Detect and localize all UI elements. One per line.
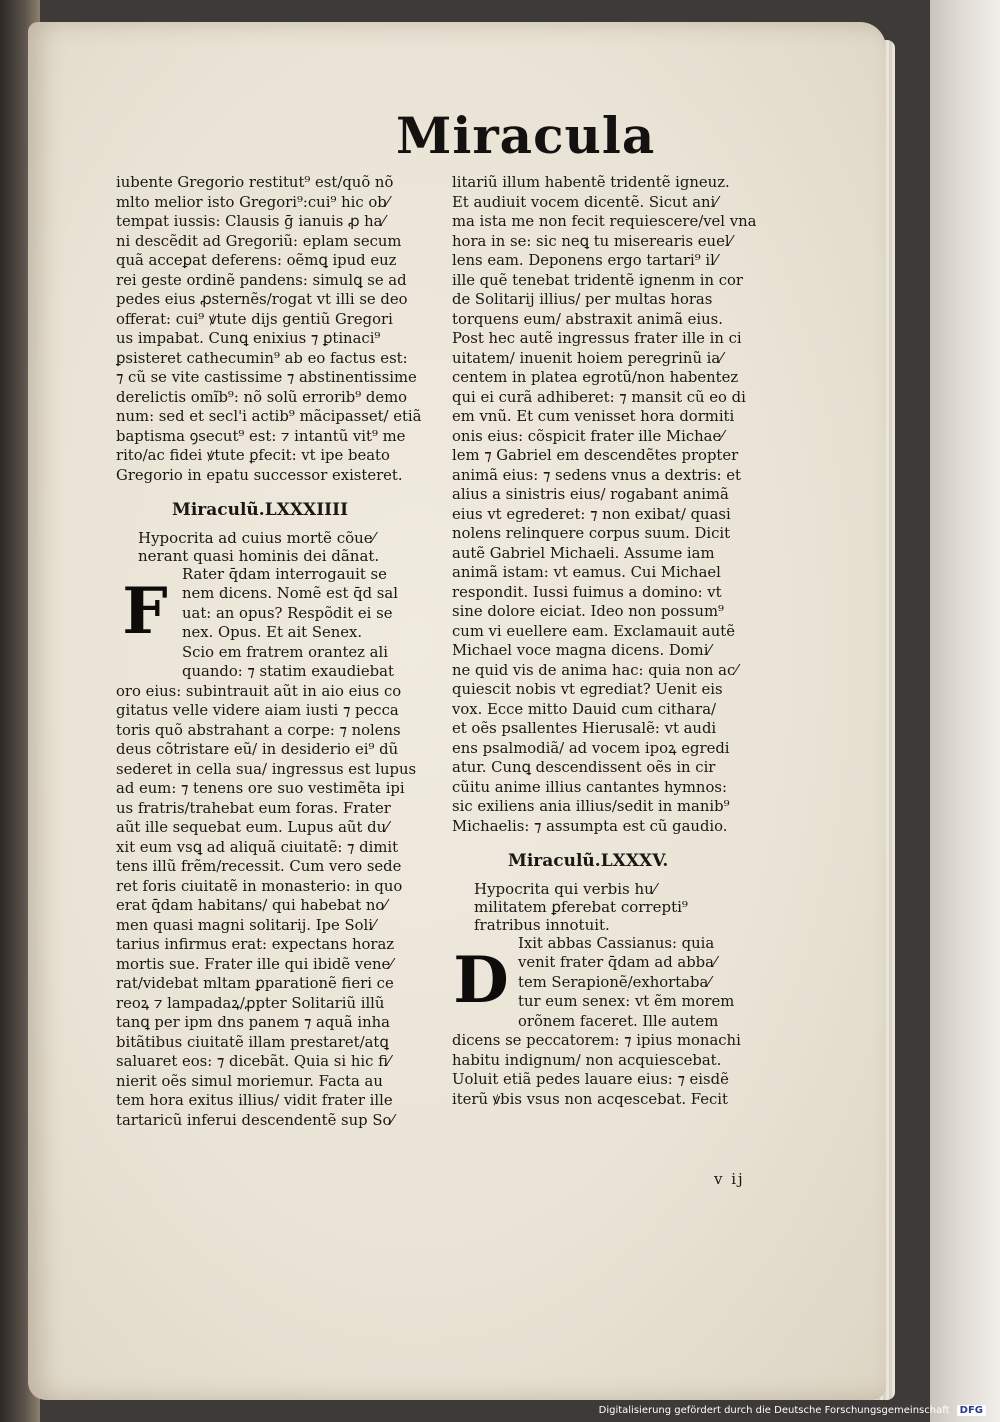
text-line: pedes eius ꝓsternẽs/rogat vt illi se deo — [116, 291, 408, 308]
text-line: saluaret eos: ⁊ dicebãt. Quia si hic fi⁄ — [116, 1053, 391, 1070]
text-line: uat: an opus? Respõdit ei se — [182, 604, 393, 622]
text-line: quã acceꝑat deferens: oẽmꝗ ipud euz — [116, 252, 397, 269]
text-line: ꝑsisteret cathecumin⁹ ab eo factus est: — [116, 349, 408, 367]
right-bottom-text — [452, 1031, 782, 1109]
text-line: uitatem/ inuenit hoiem peregrinũ ia⁄ — [452, 349, 723, 367]
text-line: rito/ac fidei ꝟtute ꝑfecit: vt ipe beato — [116, 447, 390, 464]
text-line: Uoluit etiã pedes lauare eius: ⁊ eisdẽ — [452, 1071, 729, 1088]
text-line: qui ei curã adhiberet: ⁊ mansit cũ eo di — [452, 388, 746, 406]
text-line: iterũ ꝟbis vsus non acqescebat. Fecit — [452, 1090, 728, 1108]
text-line: lens eam. Deponens ergo tartari⁹ il⁄ — [452, 252, 718, 269]
scanner-background — [930, 0, 1000, 1422]
text-line: litariũ illum habentẽ tridentẽ igneuz. — [452, 174, 730, 191]
text-line: ne quid vis de anima hac: quia non ac⁄ — [452, 661, 738, 679]
signature-mark: v ij — [714, 1170, 745, 1188]
left-bottom-text — [116, 682, 438, 1131]
text-line: atur. Cunꝗ descendissent oẽs in cir — [452, 759, 716, 776]
text-line: habitu indignum/ non acquiescebat. — [452, 1051, 722, 1069]
text-line: Post hec autẽ ingressus frater ille in ci — [452, 330, 742, 347]
text-line: xit eum vsꝗ ad aliquã ciuitatẽ: ⁊ dimit — [116, 838, 399, 856]
decorated-initial-letter: D — [453, 942, 509, 1018]
text-line: nex. Opus. Et ait Senex. — [182, 624, 363, 641]
text-line: Michaelis: ⁊ assumpta est cũ gaudio. — [452, 817, 728, 835]
digitization-credit — [599, 1405, 986, 1416]
text-line: aũt ille sequebat eum. Lupus aũt du⁄ — [116, 819, 389, 836]
text-line: erat q̄dam habitans/ qui habebat no⁄ — [116, 897, 387, 914]
text-line: tem Serapionẽ/exhortaba⁄ — [518, 973, 711, 991]
text-line: iubente Gregorio restitut⁹ est/quõ nõ — [116, 174, 394, 191]
text-line: rat/videbat mltam ꝑparationẽ fieri ce — [116, 975, 394, 992]
text-line: orõnem faceret. Ille autem — [518, 1012, 719, 1030]
text-line: onis eius: cõspicit frater ille Michae⁄ — [452, 427, 724, 445]
text-line: dicens se peccatorem: ⁊ ipius monachi — [452, 1032, 741, 1049]
section-heading-miraculum-85: Miraculũ.LXXXV. — [508, 851, 669, 871]
text-line: offerat: cui⁹ ꝟtute dijs gentiũ Gregori — [116, 310, 393, 328]
text-line: reoꝝ ⁊ lampadaꝝ/ꝓpter Solitariũ illũ — [116, 994, 385, 1012]
text-line: vox. Ecce mitto Dauid cum cithara/ — [452, 700, 716, 718]
text-line: venit frater q̄dam ad abba⁄ — [518, 954, 717, 971]
text-line: de Solitarij illius/ per multas horas — [452, 291, 713, 308]
section-summary-line: fratribus innotuit. — [474, 915, 610, 934]
text-line: nem dicens. Nomẽ est q̄d sal — [182, 585, 398, 602]
text-line: num: sed et secl'i actib⁹ mãcipasset/ etiã — [116, 408, 422, 425]
decorated-paragraph — [116, 565, 438, 682]
section-summary-line: militatem ꝑferebat correpti⁹ — [474, 897, 688, 916]
text-line: nierit oẽs simul moriemur. Facta au — [116, 1072, 383, 1090]
credit-text: Digitalisierung gefördert durch die Deutsche Forschungsgemeinschaft — [598, 1405, 950, 1416]
right-top-text — [452, 173, 782, 836]
text-line: ni descẽdit ad Gregoriũ: eplam secum — [116, 232, 402, 250]
section-summary-line: Hypocrita qui verbis hu⁄ — [474, 879, 657, 898]
text-line: torquens eum/ abstraxit animã eius. — [452, 310, 723, 328]
text-line: oro eius: subintrauit aũt in aio eius co — [116, 682, 402, 700]
text-line: Michael voce magna dicens. Domi⁄ — [452, 642, 711, 659]
decorated-initial-letter: F — [122, 573, 168, 649]
section-heading-miraculum-84: Miraculũ.LXXXIIII — [172, 500, 349, 520]
text-line: tartaricũ inferui descendentẽ sup So⁄ — [116, 1111, 394, 1129]
text-line: hora in se: sic neꝗ tu miserearis euel⁄ — [452, 232, 733, 250]
text-line: centem in platea egrotũ/non habentez — [452, 369, 739, 386]
decorated-paragraph — [452, 934, 782, 1032]
running-header-title: Miracula — [396, 106, 656, 165]
dfg-logo: DFG — [957, 1405, 986, 1416]
text-line: ⁊ cũ se vite castissime ⁊ abstinentissime — [116, 369, 417, 386]
text-line: quando: ⁊ statim exaudiebat — [182, 663, 394, 680]
text-line: us impabat. Cunꝗ enixius ⁊ ꝑtinaci⁹ — [116, 330, 381, 347]
text-line: tanꝗ per ipm dns panem ⁊ aquã inha — [116, 1014, 390, 1031]
left-top-text — [116, 173, 438, 485]
text-line: eius vt egrederet: ⁊ non exibat/ quasi — [452, 505, 731, 523]
text-line: ille quẽ tenebat tridentẽ ignenm in cor — [452, 271, 743, 289]
text-line: men quasi magni solitarij. Ipe Soli⁄ — [116, 916, 376, 934]
text-line: gitatus velle videre aiam iusti ⁊ pecca — [116, 702, 399, 719]
text-line: baptisma ꝯsecut⁹ est: ⁊ intantũ vit⁹ me — [116, 427, 406, 445]
text-line: us fratris/trahebat eum foras. Frater — [116, 799, 391, 817]
text-line: derelictis omĩb⁹: nõ solũ errorib⁹ demo — [116, 388, 408, 406]
text-line: tem hora exitus illius/ vidit frater ille — [116, 1092, 393, 1109]
text-line: respondit. Iussi fuimus a domino: vt — [452, 583, 722, 601]
right-column — [452, 173, 782, 1109]
text-line: Rater q̄dam interrogauit se — [182, 565, 387, 583]
section-summary-line: nerant quasi hominis dei dãnat. — [138, 546, 380, 565]
text-line: bitãtibus ciuitatẽ illam prestaret/atꝗ — [116, 1033, 389, 1051]
section-summary-line: Hypocrita ad cuius mortẽ cõue⁄ — [138, 528, 376, 547]
text-line: ens psalmodiã/ ad vocem ipoꝝ egredi — [452, 739, 730, 757]
text-line: toris quõ abstrahant a corpe: ⁊ nolens — [116, 721, 401, 739]
text-line: quiescit nobis vt egrediat? Uenit eis — [452, 681, 723, 698]
text-line: Gregorio in epatu successor existeret. — [116, 466, 403, 484]
left-column — [116, 173, 438, 1130]
text-line: cũitu anime illius cantantes hymnos: — [452, 778, 727, 796]
text-line: tens illũ frẽm/recessit. Cum vero sede — [116, 858, 402, 875]
text-line: ret foris ciuitatẽ in monasterio: in quo — [116, 877, 403, 895]
text-line: lem ⁊ Gabriel em descendẽtes propter — [452, 447, 739, 464]
text-line: deus cõtristare eũ/ in desiderio ei⁹ dũ — [116, 741, 399, 758]
text-line: tarius infirmus erat: expectans horaz — [116, 936, 395, 953]
text-line: sine dolore eiciat. Ideo non possum⁹ — [452, 603, 724, 620]
text-line: animã istam: vt eamus. Cui Michael — [452, 564, 721, 581]
text-line: sic exiliens ania illius/sedit in manib⁹ — [452, 798, 730, 815]
text-line: nolens relinquere corpus suum. Dicit — [452, 525, 731, 542]
text-line: tempat iussis: Clausis ḡ ianuis ꝓ ha⁄ — [116, 213, 385, 230]
text-line: ma ista me non fecit requiescere/vel vna — [452, 213, 757, 230]
text-line: et oẽs psallentes Hierusalẽ: vt audi — [452, 720, 717, 737]
text-line: Scio em fratrem orantez ali — [182, 643, 388, 661]
text-line: em vnũ. Et cum venisset hora dormiti — [452, 408, 735, 425]
text-line: Et audiuit vocem dicentẽ. Sicut ani⁄ — [452, 193, 718, 211]
text-line: tur eum senex: vt ẽm morem — [518, 993, 735, 1010]
text-line: cum vi euellere eam. Exclamauit autẽ — [452, 622, 735, 640]
text-line: alius a sinistris eius/ rogabant animã — [452, 486, 729, 503]
text-line: autẽ Gabriel Michaeli. Assume iam — [452, 544, 715, 562]
text-line: mortis sue. Frater ille qui ibidẽ vene⁄ — [116, 955, 393, 973]
text-line: Ixit abbas Cassianus: quia — [518, 934, 715, 952]
text-line: rei geste ordinẽ pandens: simulꝗ se ad — [116, 271, 407, 289]
text-line: mlto melior isto Gregori⁹:cui⁹ hic ob⁄ — [116, 193, 390, 211]
text-line: animã eius: ⁊ sedens vnus a dextris: et — [452, 466, 741, 484]
text-line: sederet in cella sua/ ingressus est lupus — [116, 760, 417, 778]
text-line: ad eum: ⁊ tenens ore suo vestimẽta ipi — [116, 780, 405, 797]
